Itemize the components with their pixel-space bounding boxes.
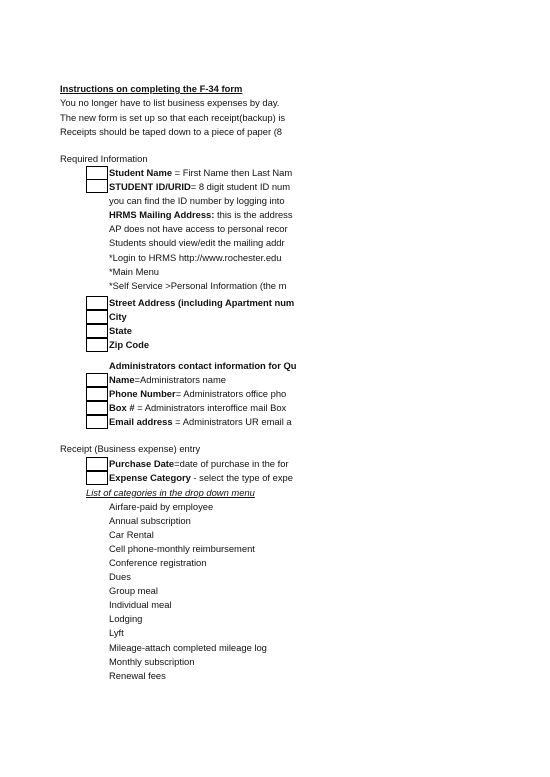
city-checkbox[interactable] [86,310,108,324]
students-line: Students should view/edit the mailing addr [109,237,285,248]
purchase-date-text: =date of purchase in the for [174,458,289,469]
category-item: Lyft [109,627,124,638]
expense-category-checkbox[interactable] [86,471,108,485]
admin-name-label: Name [109,374,135,385]
category-item: Cell phone-monthly reimbursement [109,543,255,554]
admin-box-label: Box # [109,402,138,413]
hrms-line [109,209,293,221]
category-item: Lodging [109,613,143,624]
zip-code-checkbox[interactable] [86,338,108,352]
student-id-text: = 8 digit student ID num [190,181,291,192]
category-item: Group meal [109,585,158,596]
expense-category-line [109,472,293,484]
category-item: Airfare-paid by employee [109,501,214,512]
category-item: Monthly subscription [109,656,195,667]
student-id-line [109,181,290,193]
admin-box-line [109,402,286,414]
admin-name-text: =Administrators name [134,374,226,385]
categories-heading: List of categories in the drop down menu [86,487,255,498]
category-item: Dues [109,571,131,582]
purchase-date-line [109,458,289,470]
street-address-checkbox[interactable] [86,296,108,310]
intro-line-1: You no longer have to list business expenses by day. [60,97,280,108]
admin-box-text: = Administrators interoffice mail Box [137,402,287,413]
admin-phone-line [109,388,286,400]
expense-category-text: - select the type of expe [190,472,293,483]
student-name-label: Student Name [109,167,173,178]
required-heading: Required Information [60,153,148,164]
self-service-line: *Self Service >Personal Information (the m [109,280,287,291]
student-name-line [109,167,292,179]
admin-email-line [109,416,292,428]
category-item: Mileage-attach completed mileage log [109,642,267,653]
admin-name-line [109,374,226,386]
category-item: Individual meal [109,599,172,610]
admin-phone-label: Phone Number [109,388,176,399]
city-label: City [109,311,127,322]
zip-code-label: Zip Code [109,339,150,350]
category-item: Annual subscription [109,515,191,526]
admin-box-checkbox[interactable] [86,401,108,415]
hrms-text: this is the address [214,209,293,220]
student-name-checkbox[interactable] [86,166,108,180]
purchase-date-checkbox[interactable] [86,457,108,471]
admin-email-text: = Administrators UR email a [172,416,292,427]
student-id-label: STUDENT ID/URID [109,181,191,192]
student-name-text: = First Name then Last Nam [172,167,293,178]
admin-email-checkbox[interactable] [86,415,108,429]
main-menu-line: *Main Menu [109,266,160,277]
student-id-checkbox[interactable] [86,179,108,193]
expense-category-label: Expense Category [109,472,191,483]
intro-line-3: Receipts should be taped down to a piece of paper (8 [60,126,283,137]
category-item: Renewal fees [109,670,166,681]
purchase-date-label: Purchase Date [109,458,175,469]
intro-line-2: The new form is set up so that each receipt(backup) is [60,112,286,123]
hrms-label: HRMS Mailing Address: [109,209,215,220]
page-title: Instructions on completing the F-34 form [60,83,243,94]
state-checkbox[interactable] [86,324,108,338]
ap-line: AP does not have access to personal recor [109,223,288,234]
admin-email-label: Email address [109,416,173,427]
receipt-heading: Receipt (Business expense) entry [60,443,201,454]
login-line: *Login to HRMS http://www.rochester.edu [109,252,282,263]
id-line-2: you can find the ID number by logging into [109,195,285,206]
category-item: Conference registration [109,557,207,568]
admin-phone-text: = Administrators office pho [175,388,287,399]
street-address-label: Street Address (including Apartment num [109,297,295,308]
admin-name-checkbox[interactable] [86,373,108,387]
admin-phone-checkbox[interactable] [86,387,108,401]
admin-heading: Administrators contact information for Qu [109,360,297,371]
category-item: Car Rental [109,529,154,540]
state-label: State [109,325,132,336]
